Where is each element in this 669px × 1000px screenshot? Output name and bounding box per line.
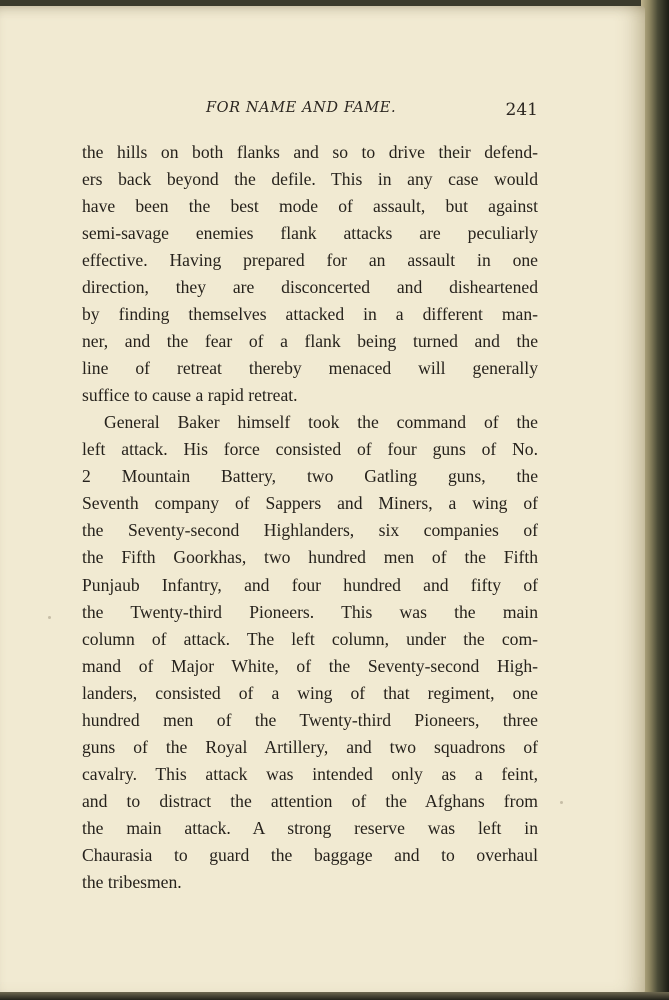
text-line: semi-savage enemies flank attacks are peculiarly <box>82 223 538 244</box>
text-line: ner, and the fear of a flank being turned and the <box>82 331 538 352</box>
paper-speck <box>48 616 51 619</box>
text-line: the Seventy-second Highlanders, six companies of <box>82 520 538 541</box>
text-line: Chaurasia to guard the baggage and to overhaul <box>82 844 538 865</box>
text-line: the Twenty-third Pioneers. This was the main <box>82 601 538 622</box>
text-line: Seventh company of Sappers and Miners, a wing of <box>82 493 538 514</box>
text-line: left attack. His force consisted of four guns of No. <box>82 439 538 460</box>
text-line: have been the best mode of assault, but against <box>82 196 538 217</box>
text-line: Punjaub Infantry, and four hundred and fifty of <box>82 574 538 595</box>
text-line: landers, consisted of a wing of that regiment, one <box>82 682 538 703</box>
text-line: hundred men of the Twenty-third Pioneers, three <box>82 709 538 730</box>
body-text <box>82 139 538 896</box>
text-line: suffice to cause a rapid retreat. <box>82 385 298 406</box>
text-line: the Fifth Goorkhas, two hundred men of the Fifth <box>82 547 538 568</box>
book-cover-edge <box>641 0 669 1000</box>
text-line: ers back beyond the defile. This in any case would <box>82 169 538 190</box>
text-line: General Baker himself took the command of the <box>104 412 538 433</box>
paper-speck <box>560 801 563 804</box>
bottom-page-edge <box>0 992 669 1000</box>
text-line: the main attack. A strong reserve was left in <box>82 817 538 838</box>
paragraph-1 <box>82 139 538 409</box>
text-line: mand of Major White, of the Seventy-second High- <box>82 655 538 676</box>
text-line: the hills on both flanks and so to drive their defend- <box>82 142 538 162</box>
paragraph-2 <box>82 409 538 896</box>
text-line: by finding themselves attacked in a different man- <box>82 304 538 325</box>
text-line: guns of the Royal Artillery, and two squadrons of <box>82 736 538 757</box>
text-line: the tribesmen. <box>82 871 182 892</box>
text-line: and to distract the attention of the Afghans from <box>82 790 538 811</box>
text-line: direction, they are disconcerted and disheartened <box>82 277 538 298</box>
text-line: line of retreat thereby menaced will generally <box>82 358 538 379</box>
text-line: column of attack. The left column, under the com- <box>82 628 538 649</box>
text-line: effective. Having prepared for an assault in one <box>82 250 538 271</box>
running-head <box>82 96 538 126</box>
running-title: FOR NAME AND FAME. <box>206 100 397 116</box>
text-line: cavalry. This attack was intended only as a feint, <box>82 763 538 784</box>
text-line: 2 Mountain Battery, two Gatling guns, the <box>82 466 538 487</box>
page-number: 241 <box>505 100 538 120</box>
